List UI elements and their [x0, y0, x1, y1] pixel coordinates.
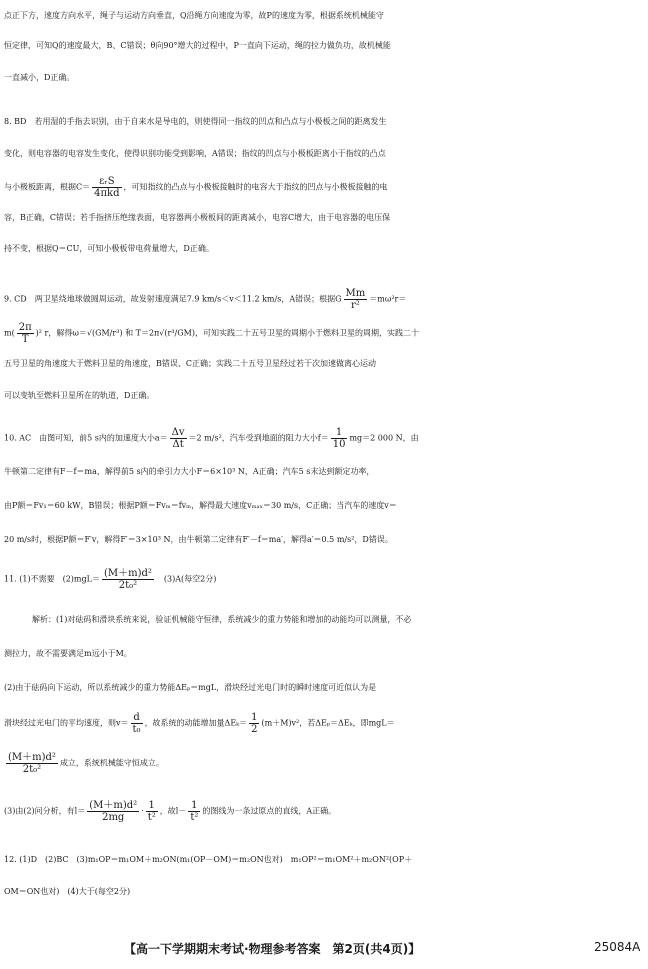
- answer-12: 12. (1)D (2)BC (3)m₁OP＝m₁OM＋m₂ON(m₁(OP－OM)＝m₂ON也对) m₁OP²＝m₁OM²＋m₂ON²(OP＋: [4, 855, 413, 864]
- page-footer-title: 【高一下学期期末考试·物理参考答案 第2页(共4页)】: [124, 942, 421, 956]
- text-line: 解析：(1)对砝码和滑块系统来说，验证机械能守恒律，系统减少的重力势能和增加的动能均可以测量，不必: [32, 615, 412, 624]
- text-line: (2)由于砝码向下运动，所以系统减少的重力势能ΔEₚ＝mgL，滑块经过光电门时的瞬时速度可近似认为是: [4, 683, 377, 692]
- text-line: 20 m/s时，根据P额＝F′v，解得F′＝3×10³ N，由牛顿第二定律有F′－f＝ma′，解得a′＝0.5 m/s²，D错误。: [4, 535, 393, 544]
- text-line: 由P额＝Fv₁＝60 kW，B错误；根据P额＝Fvₘ＝fvₘ，解得最大速度vₘₐₓ＝30 m/s，C正确；当汽车的速度v＝: [4, 501, 397, 510]
- text-line: 恒定律，可知Q的速度最大，B、C错误；θ向90°增大的过程中，P一直向下运动，绳的拉力做负功，故机械能: [4, 41, 391, 50]
- text-line: 牛顿第二定律有F－f＝ma，解得前5 s内的牵引力大小F＝6×10³ N，A正确；汽车5 s末达到额定功率，: [4, 467, 375, 476]
- energy-fraction: $\frac{\text{(M＋m)d²}}{\text{2t₀²}}$: [8, 752, 56, 775]
- answer-9: 9. CD 两卫星绕地球做圆周运动，故发射速度满足7.9 km/s＜v＜11.2 km/s，A错误；根据G $\frac{Mm}{\text{r²}}$ ＝mω²r＝: [4, 288, 407, 311]
- capacitance-fraction: $\frac{\text{εᵣS}}{\text{4πkd}}$: [94, 176, 120, 199]
- velocity-fraction: $\frac{d}{\text{t₀}}$: [132, 712, 141, 735]
- text-line: m( $\frac{2\pi}{T}$ )² r，解得ω＝√(GM/r³) 和 T＝2π√(r³/GM)，可知实践二十五号卫星的周期小于燃料卫星的周期，实践二十: [4, 322, 419, 345]
- inverse-square-fraction: $\frac{1}{\text{t²}}$: [147, 800, 156, 823]
- text-line: 变化，则电容器的电容发生变化，使得识别功能受到影响，A错误；指纹的凹点与小极板距离小于指纹的凸点: [4, 149, 386, 158]
- text-line: $\frac{\text{(M＋m)d²}}{\text{2t₀²}}$ 成立，系统机械能守恒成立。: [8, 752, 164, 775]
- half-fraction: $\frac{1}{2}$: [251, 712, 258, 735]
- answer-8: 8. BD 若用湿的手指去识别，由于自来水是导电的，则使得同一指纹的凹点和凸点与小极板之间的距离发生: [4, 117, 387, 126]
- answer-11: 11. (1)不需要 (2)mgL＝ $\frac{\text{(M＋m)d²}}{\text{2t₀²}}$ (3)A(每空2分): [4, 568, 217, 591]
- text-line: 与小极板距离，根据C＝ $\frac{\text{εᵣS}}{\text{4πkd}}$ ，可知指纹的凸点与小极板接触时的电容大于指纹的凹点与小极板接触的电: [4, 176, 388, 199]
- text-line: 一直减小，D正确。: [4, 73, 75, 82]
- energy-fraction: $\frac{\text{(M＋m)d²}}{\text{2t₀²}}$: [103, 568, 152, 591]
- gravity-fraction: $\frac{Mm}{\text{r²}}$: [345, 288, 366, 311]
- text-line: 点正下方，速度方向水平，绳子与运动方向垂直，Q沿绳方向速度为零，故P的速度为零，根据系统机械能守: [4, 11, 384, 20]
- inverse-square-fraction: $\frac{1}{\text{t²}}$: [190, 800, 199, 823]
- page-footer-code: 25084A: [594, 940, 641, 954]
- text-line: 测拉力，故不需要满足m远小于M。: [4, 649, 132, 658]
- text-line: 容，B正确，C错误；若手指挤压绝缘表面，电容器两小极板间的距离减小，电容C增大，由于电容器的电压保: [4, 213, 391, 222]
- text-line: OM＝ON也对) (4)大于(每空2分): [4, 887, 131, 896]
- answer-10: 10. AC 由图可知，前5 s内的加速度大小a＝ $\frac{\Delta v}{\Delta t}$ ＝2 m/s²，汽车受到地面的阻力大小f＝ $\frac{1}{10}$ mg＝2 000 N，由: [4, 427, 419, 450]
- period-fraction: $\frac{2\pi}{T}$: [18, 322, 32, 345]
- text-line: (3)由(2)问分析，有l＝ $\frac{\text{(M＋m)d²}}{2mg}$ · $\frac{1}{\text{t²}}$ ，故l－ $\frac{1}{\text{t²}}$ 的图线为一条过原点的直线，A正确。: [4, 800, 337, 823]
- text-line: 五号卫星的角速度大于燃料卫星的角速度，B错误、C正确；实践二十五号卫星经过若干次加速做离心运动: [4, 359, 376, 368]
- length-fraction: $\frac{\text{(M＋m)d²}}{2mg}$: [89, 800, 138, 823]
- acceleration-fraction: $\frac{\Delta v}{\Delta t}$: [171, 427, 185, 450]
- text-line: 持不变，根据Q＝CU，可知小极板带电荷量增大，D正确。: [4, 244, 214, 253]
- text-line: 可以变轨至燃料卫星所在的轨道，D正确。: [4, 391, 155, 400]
- friction-fraction: $\frac{1}{10}$: [332, 427, 346, 450]
- text-line: 滑块经过光电门的平均速度，则v＝ $\frac{d}{\text{t₀}}$ ，故系统的动能增加量ΔEₖ＝ $\frac{1}{2}$ (m＋M)v²，若ΔEₚ＝ΔEₖ，即mgL＝: [4, 712, 395, 735]
